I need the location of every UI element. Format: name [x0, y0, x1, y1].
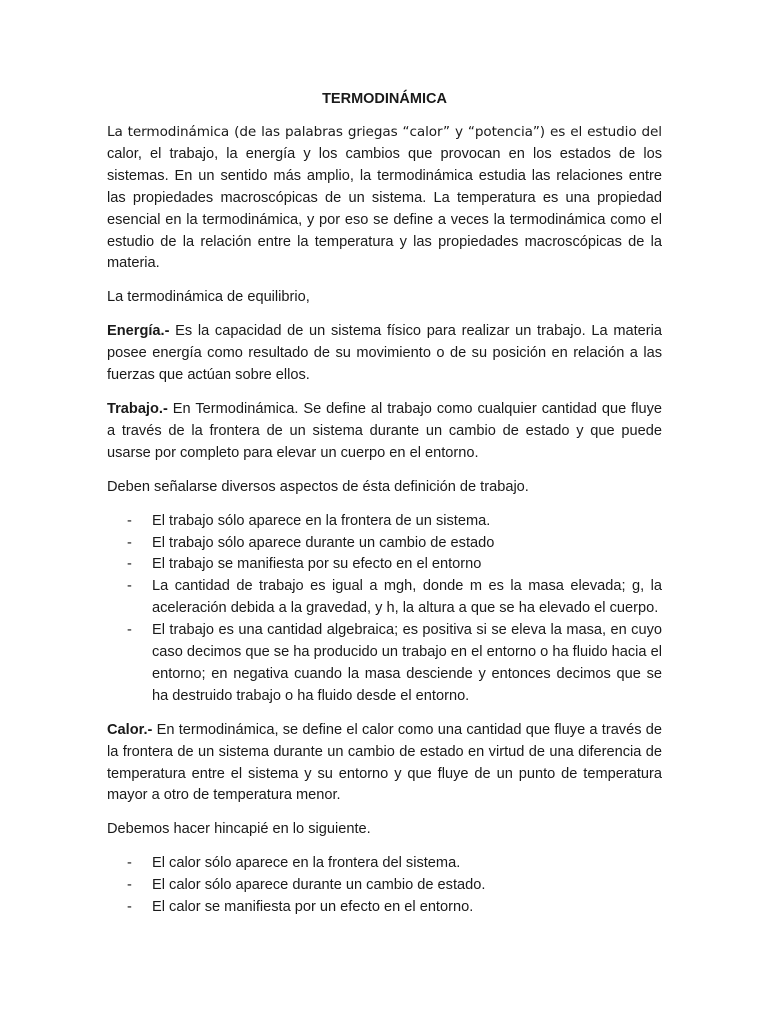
list-item: - El calor sólo aparece durante un cambio de estado.: [107, 875, 662, 897]
dash-bullet: -: [127, 855, 132, 872]
calor-paragraph: [107, 720, 662, 808]
trabajo-points-list: [107, 511, 662, 708]
list-item: - El trabajo sólo aparece durante un cambio de estado: [107, 533, 662, 555]
calor-text: En termodinámica, se define el calor como una cantidad que fluye a través de la frontera de un sistema durante un cambio de estado en virtud de una diferencia de temperatura entre el sistema y su entorno y que fluye de un punto de temperatura mayor a otro de temperatura menor.: [107, 721, 662, 804]
dash-bullet: -: [127, 512, 132, 529]
calor-intro: Debemos hacer hincapié en lo siguiente.: [107, 821, 371, 838]
list-item: - La cantidad de trabajo es igual a mgh, donde m es la masa elevada; g, la aceleración debida a la gravedad, y h, la altura a que se ha elevado el cuerpo.: [127, 578, 662, 617]
dash-bullet: -: [127, 534, 132, 551]
dash-bullet: -: [127, 578, 132, 595]
trabajo-aspects-intro: Deben señalarse diversos aspectos de ésta definición de trabajo.: [107, 478, 529, 495]
intro-rest: calor, el trabajo, la energía y los cambios que provocan en los estados de los sistemas. En un sentido más amplio, la termodinámica estudia las relaciones entre las propiedades macroscópicas de un sistema. La temperatura es una propiedad esencial en la termodinámica, y por eso se define a veces la termodinámica como el estudio de la relación entre la temperatura y las propiedades macroscópicas de la materia.: [107, 145, 662, 272]
list-item: - El trabajo sólo aparece en la frontera de un sistema.: [107, 511, 662, 533]
dash-bullet: -: [127, 622, 132, 639]
document-body: [107, 88, 662, 931]
energia-text: Es la capacidad de un sistema físico para realizar un trabajo. La materia posee energía como resultado de su movimiento o de su posición en relación a las fuerzas que actúan sobre ellos.: [107, 323, 662, 384]
intro-lead: La termodinámica (de las palabras griegas “calor” y “potencia”) es el estudio del: [107, 124, 662, 140]
dash-bullet: -: [127, 556, 132, 573]
equilibrium-paragraph: La termodinámica de equilibrio,: [107, 289, 310, 306]
calor-term: Calor.-: [107, 721, 153, 738]
list-item: - El trabajo es una cantidad algebraica; es positiva si se eleva la masa, en cuyo caso decimos que se ha producido un trabajo en el entorno o ha fluido hacia el entorno; en negativa cuando la masa desciende y entonces decimos que se ha destruido trabajo o ha fluido desde el entorno.: [127, 622, 662, 704]
dash-bullet: -: [127, 877, 132, 894]
energia-term: Energía.-: [107, 323, 170, 340]
trabajo-term: Trabajo.-: [107, 400, 168, 417]
calor-points-list: [107, 853, 662, 919]
energia-paragraph: [107, 321, 662, 387]
intro-paragraph: [107, 122, 662, 275]
dash-bullet: -: [127, 899, 132, 916]
list-item: - El calor sólo aparece en la frontera del sistema.: [107, 853, 662, 875]
page-title: TERMODINÁMICA: [322, 91, 447, 107]
list-item: - El calor se manifiesta por un efecto en el entorno.: [107, 897, 662, 919]
trabajo-text: En Termodinámica. Se define al trabajo como cualquier cantidad que fluye a través de la frontera de un sistema durante un cambio de estado y que puede usarse por completo para elevar un cuerpo en el entorno.: [107, 400, 662, 461]
trabajo-paragraph: [107, 399, 662, 465]
list-item: - El trabajo se manifiesta por su efecto en el entorno: [107, 554, 662, 576]
